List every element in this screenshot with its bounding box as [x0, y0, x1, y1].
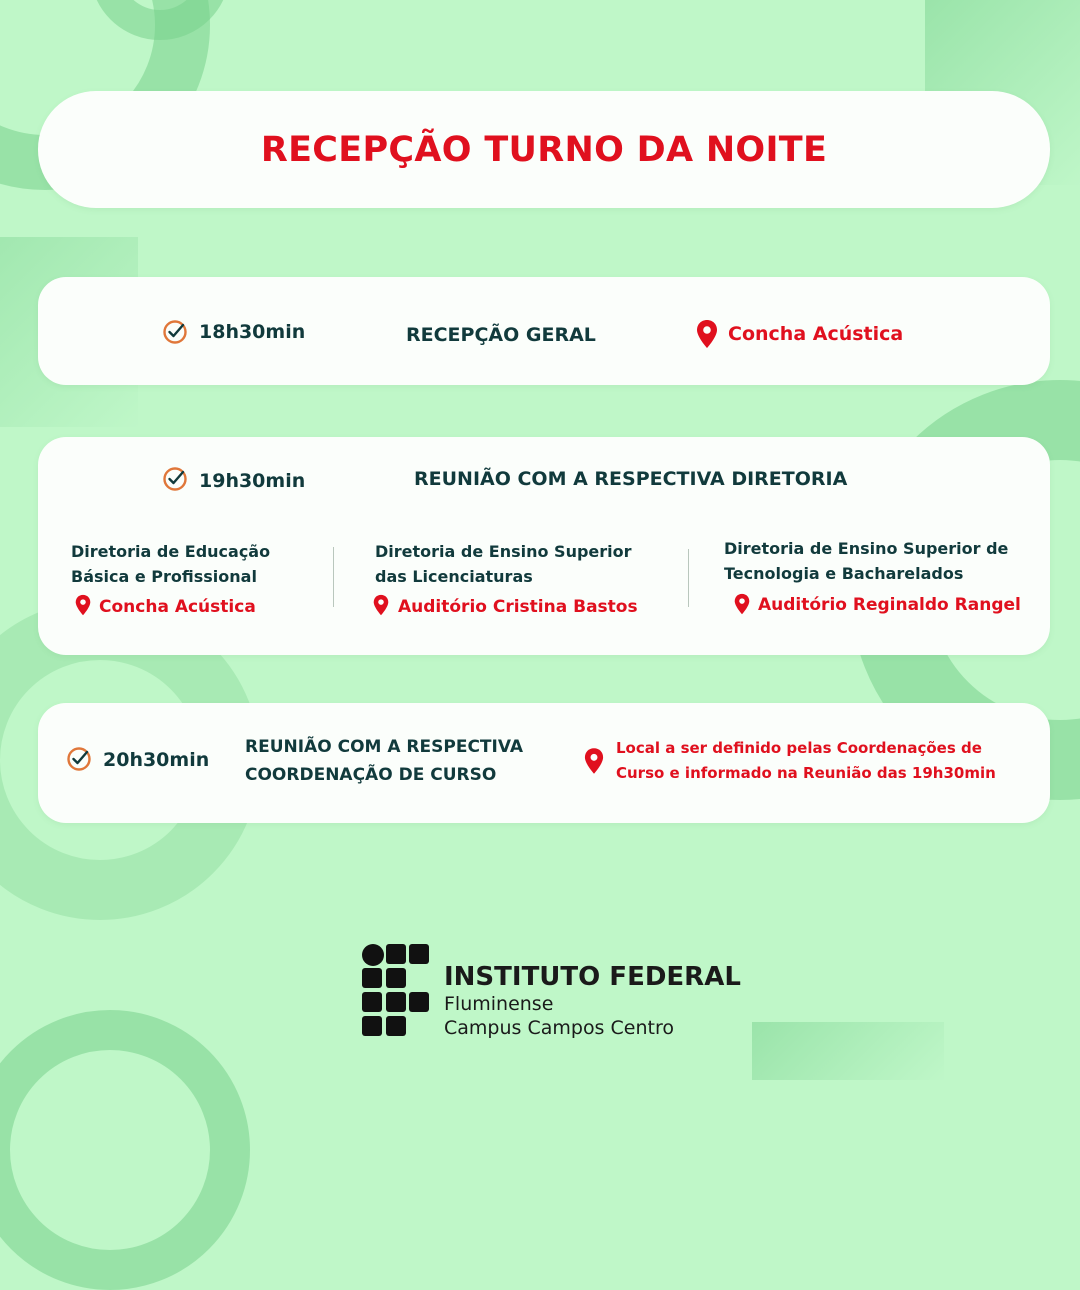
- directorate-name-line: Básica e Profissional: [71, 567, 257, 586]
- directorate-group: [375, 539, 632, 589]
- map-pin-icon: [734, 593, 750, 615]
- directorate-name-line: das Licenciaturas: [375, 567, 533, 586]
- directorate-name-line: Diretoria de Educação: [71, 542, 271, 561]
- location-line: Local a ser definido pelas Coordenações de: [616, 739, 982, 757]
- directorate-group: [724, 536, 1008, 586]
- event-card-3: [38, 703, 1050, 823]
- clock-check-icon: [162, 466, 188, 492]
- event-card-2: [38, 437, 1050, 655]
- clock-check-icon: [162, 319, 188, 345]
- clock-check-icon: [66, 746, 92, 772]
- directorate-name-line: Tecnologia e Bacharelados: [724, 564, 964, 583]
- logo-subtitle: Fluminense: [444, 993, 554, 1015]
- directorate-location: Auditório Cristina Bastos: [398, 597, 638, 617]
- logo-square: [409, 944, 429, 964]
- logo-square: [362, 992, 382, 1012]
- directorate-location: Auditório Reginaldo Rangel: [758, 595, 1021, 615]
- page-title: RECEPÇÃO TURNO DA NOITE: [260, 129, 828, 170]
- logo-square: [386, 944, 406, 964]
- institution-logo: [362, 944, 742, 1039]
- logo-square: [362, 968, 382, 988]
- logo-campus: Campus Campos Centro: [444, 1017, 674, 1039]
- event-time: 20h30min: [103, 749, 210, 771]
- event-activity: REUNIÃO COM A RESPECTIVA DIRETORIA: [414, 468, 848, 490]
- map-pin-icon: [75, 594, 91, 616]
- map-pin-icon: [584, 747, 604, 775]
- logo-square: [386, 968, 406, 988]
- location-line: Curso e informado na Reunião das 19h30min: [616, 764, 996, 782]
- event-activity: [245, 733, 523, 789]
- directorate-name-line: Diretoria de Ensino Superior: [375, 542, 632, 561]
- decorative-square: [752, 1022, 944, 1080]
- logo-circle: [362, 944, 384, 966]
- decorative-ring: [90, 0, 230, 40]
- decorative-ring: [0, 1010, 250, 1290]
- event-time: 18h30min: [199, 321, 306, 343]
- logo-square: [386, 1016, 406, 1036]
- event-location: [616, 736, 996, 786]
- column-divider: [688, 549, 689, 607]
- activity-line: REUNIÃO COM A RESPECTIVA: [245, 737, 524, 757]
- map-pin-icon: [373, 594, 389, 616]
- directorate-group: [71, 539, 270, 589]
- logo-square: [386, 992, 406, 1012]
- logo-title: INSTITUTO FEDERAL: [444, 962, 741, 992]
- directorate-name-line: Diretoria de Ensino Superior de: [724, 539, 1009, 558]
- event-activity: RECEPÇÃO GERAL: [406, 324, 596, 346]
- activity-line: COORDENAÇÃO DE CURSO: [245, 765, 497, 785]
- logo-square: [362, 1016, 382, 1036]
- event-time: 19h30min: [199, 470, 306, 492]
- event-card-1: [38, 277, 1050, 385]
- event-location: Concha Acústica: [728, 323, 904, 345]
- directorate-location: Concha Acústica: [99, 597, 256, 617]
- map-pin-icon: [696, 319, 718, 349]
- logo-square: [409, 992, 429, 1012]
- title-card: [38, 91, 1050, 208]
- column-divider: [333, 547, 334, 607]
